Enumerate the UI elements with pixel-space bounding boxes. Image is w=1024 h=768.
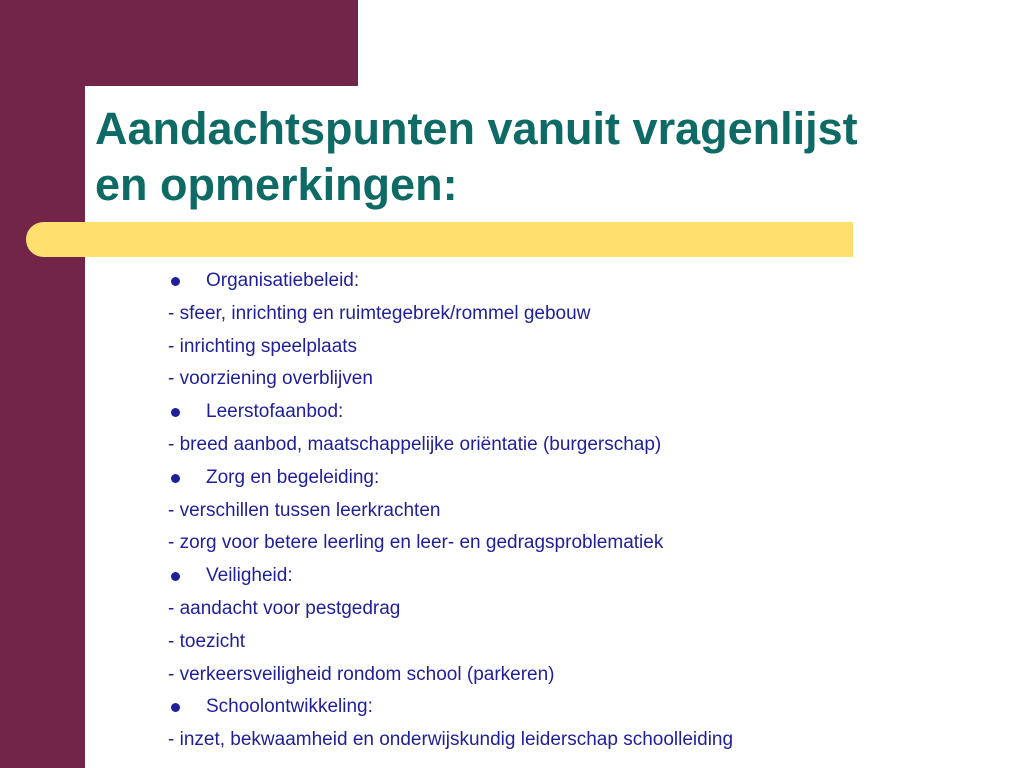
sub-item: - verschillen tussen leerkrachten	[168, 499, 441, 521]
sub-item: - aandacht voor pestgedrag	[168, 597, 401, 619]
slide-title-line-2: en opmerkingen:	[95, 159, 458, 210]
bullet-heading: Zorg en begeleiding:	[168, 462, 948, 495]
decor-yellow-bar	[26, 222, 853, 257]
bullet-heading: Veiligheid:	[168, 560, 948, 593]
slide-content-list	[168, 265, 948, 757]
bullet-heading: Organisatiebeleid:	[168, 265, 948, 298]
slide-title-line-1: Aandachtspunten vanuit vragenlijst	[95, 103, 858, 154]
sub-item: - breed aanbod, maatschappelijke oriëntatie (burgerschap)	[168, 433, 662, 455]
sub-item: - sfeer, inrichting en ruimtegebrek/rommel gebouw	[168, 302, 591, 324]
sub-item: - inrichting speelplaats	[168, 335, 358, 357]
decor-maroon-sidebar	[0, 0, 85, 768]
sub-item: - zorg voor betere leerling en leer- en gedragsproblematiek	[168, 532, 664, 554]
bullet-heading: Schoolontwikkeling:	[168, 691, 948, 724]
slide-title	[95, 101, 995, 213]
sub-item: - verkeersveiligheid rondom school (parkeren)	[168, 663, 555, 685]
bullet-heading: Leerstofaanbod:	[168, 396, 948, 429]
sub-item: - toezicht	[168, 630, 246, 652]
sub-item: - inzet, bekwaamheid en onderwijskundig leiderschap schoolleiding	[168, 729, 734, 751]
sub-item: - voorziening overblijven	[168, 368, 373, 390]
